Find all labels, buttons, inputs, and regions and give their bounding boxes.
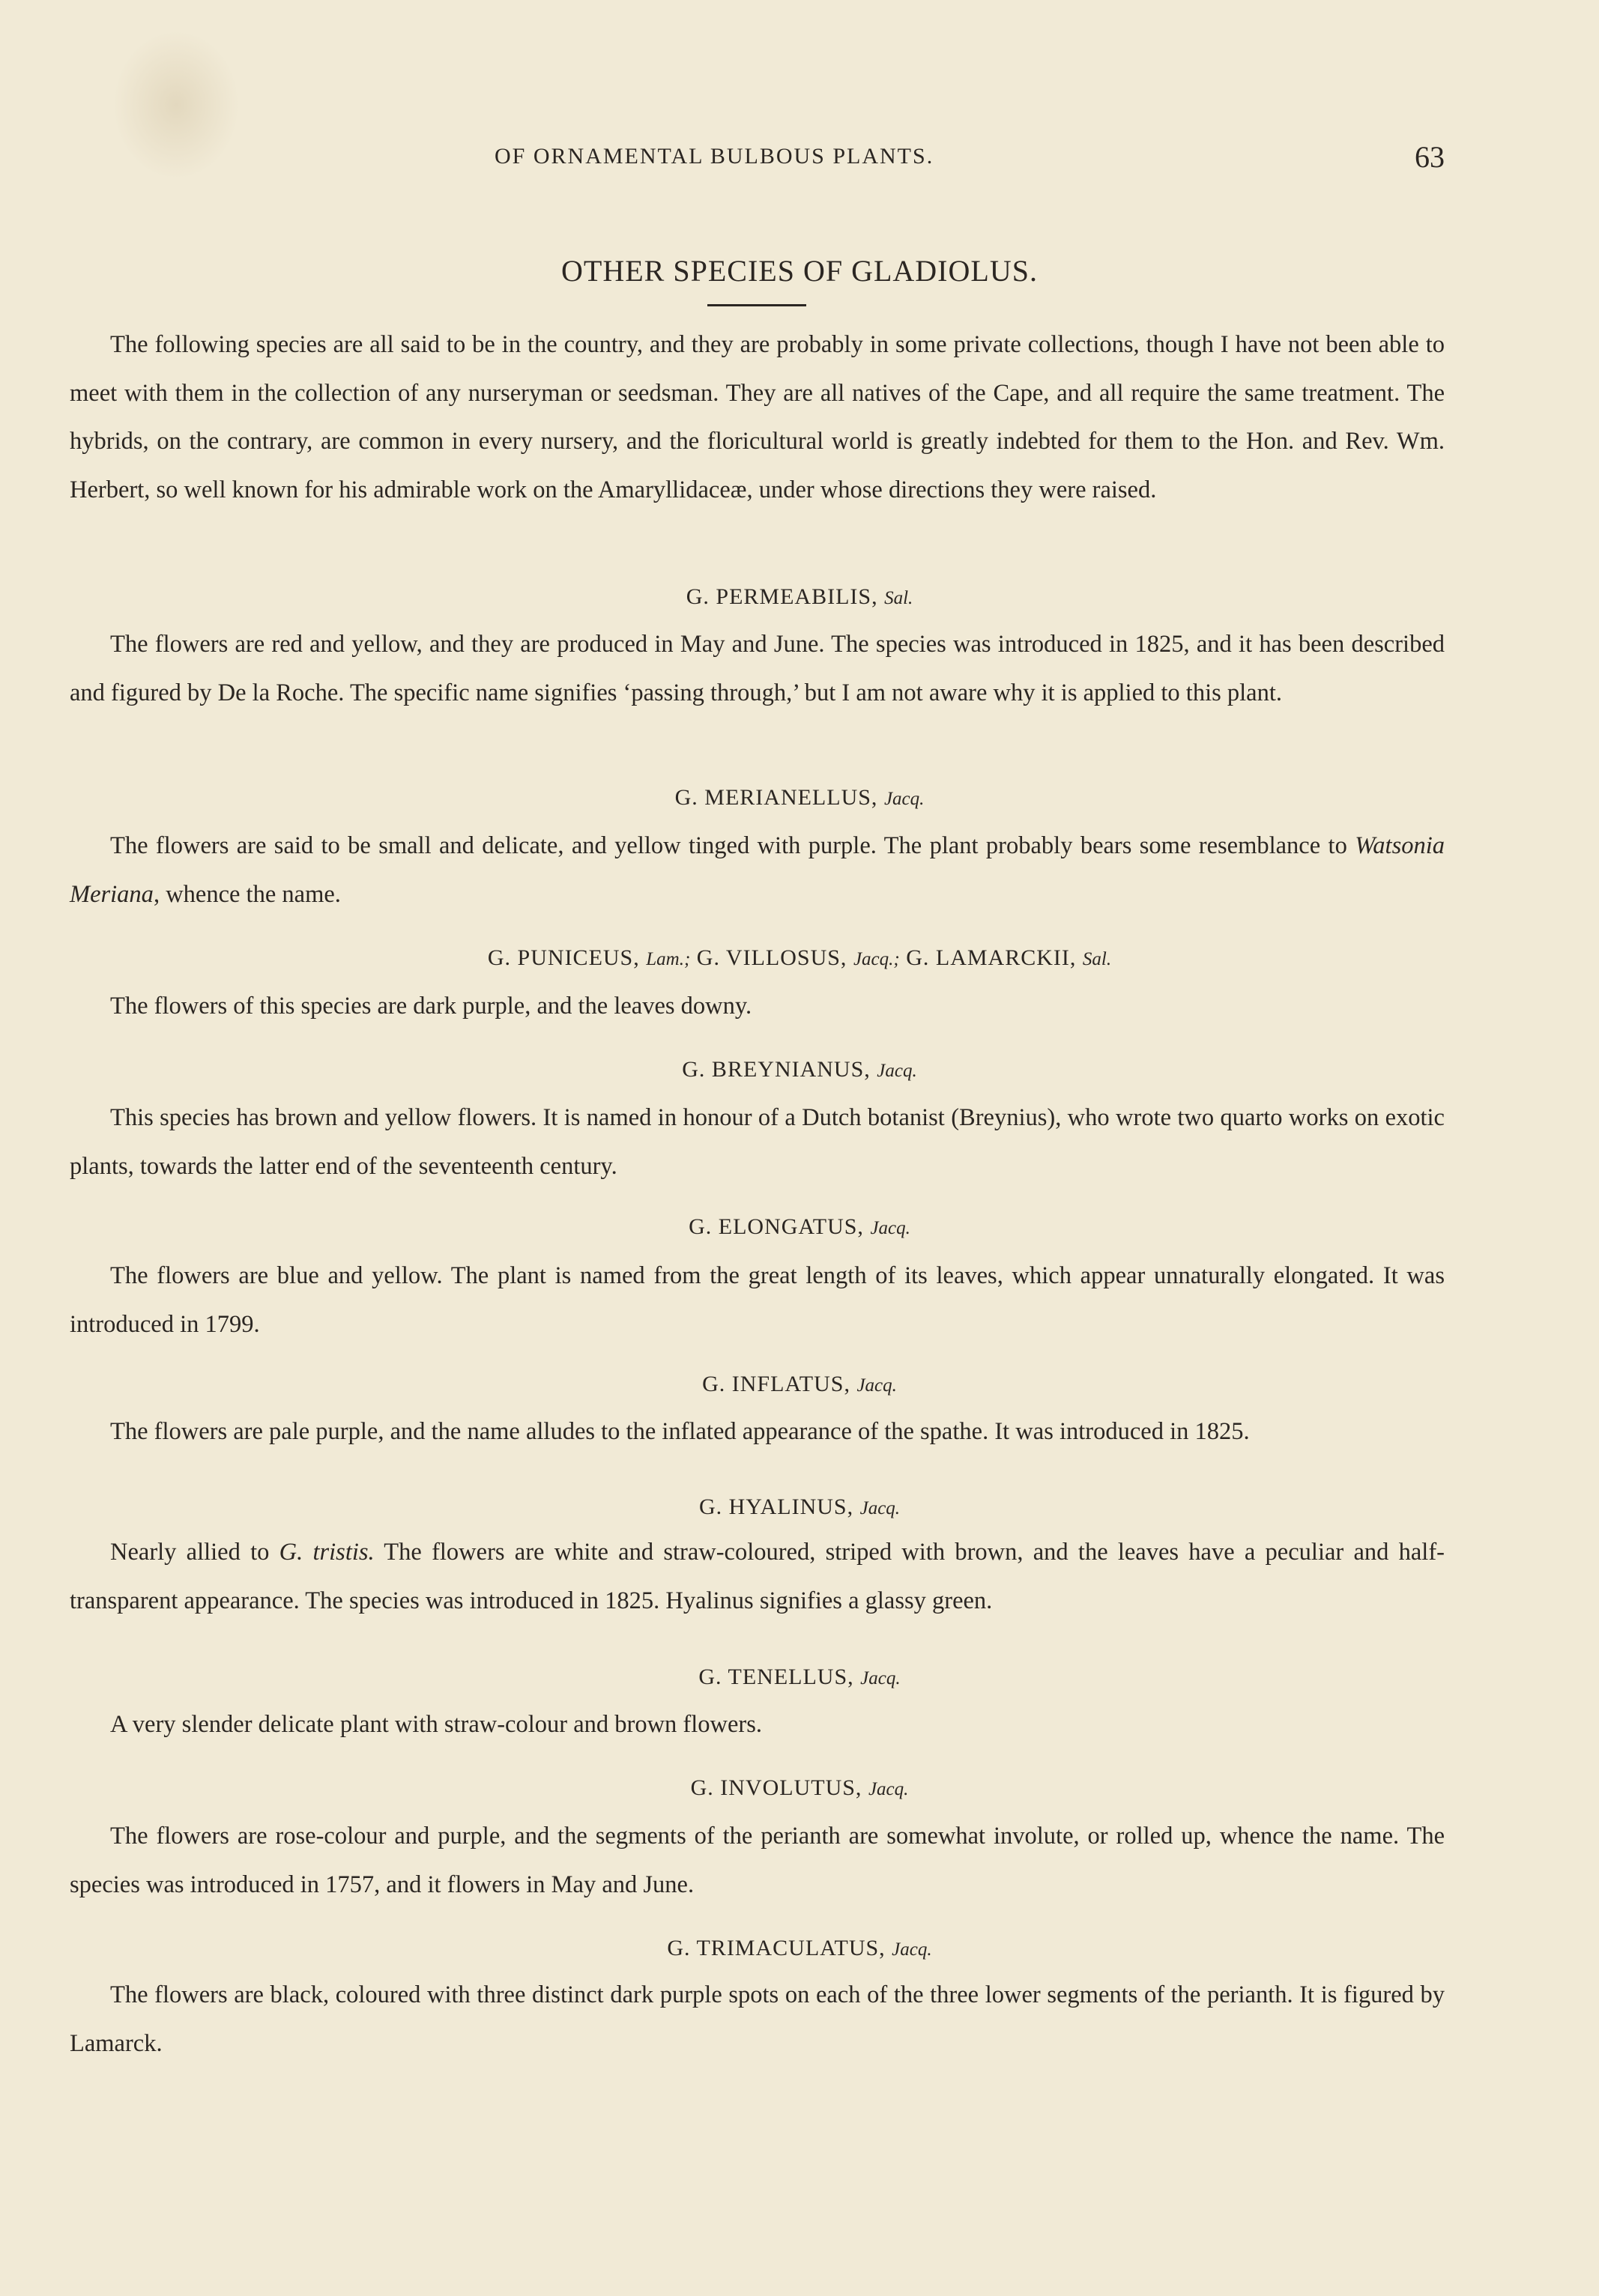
- title-rule: [707, 304, 806, 306]
- paper-stain: [112, 30, 240, 180]
- species-heading-merianellus: G. MERIANELLUS, Jacq.: [674, 785, 925, 810]
- running-head: OF ORNAMENTAL BULBOUS PLANTS.: [495, 144, 934, 169]
- species-text-involutus: The flowers are rose-colour and purple, and the segments of the perianth are somewhat involute, or rolled up, whence the name. The species was introduced in 1757, and it flowers in May and June.: [70, 1823, 1445, 1898]
- species-heading-inflatus: G. INFLATUS, Jacq.: [702, 1372, 897, 1396]
- species-text-merianellus: The flowers are said to be small and delicate, and yellow tinged with purple. The plant probably bears some resemblance to Watsonia Meriana, whence the name.: [70, 832, 1445, 908]
- species-heading-involutus: G. INVOLUTUS, Jacq.: [690, 1775, 909, 1800]
- species-text-trimaculatus: The flowers are black, coloured with three distinct dark purple spots on each of the three lower segments of the perianth. It is figured by Lamarck.: [70, 1981, 1445, 2057]
- species-text-tenellus: A very slender delicate plant with straw-colour and brown flowers.: [110, 1711, 763, 1738]
- intro-paragraph: [70, 321, 1445, 514]
- species-text-puniceus: The flowers of this species are dark purple, and the leaves downy.: [110, 993, 752, 1020]
- species-heading-puniceus: G. PUNICEUS, Lam.; G. VILLOSUS, Jacq.; G. LAMARCKII, Sal.: [487, 945, 1112, 970]
- intro-text: The following species are all said to be in the country, and they are probably in some private collections, though I have not been able to meet with them in the collection of any nurseryman or seedsman. They are all natives of the Cape, and all require the same treatment. The hybrids, on the contrary, are common in every nursery, and the floricultural world is greatly indebted for them to the Hon. and Rev. Wm. Herbert, so well known for his admirable work on the Amaryllidaceæ, under whose directions they were raised.: [70, 331, 1445, 503]
- page-number: 63: [1415, 140, 1445, 174]
- species-heading-permeabilis: G. PERMEABILIS, Sal.: [686, 584, 913, 609]
- species-text-permeabilis: The flowers are red and yellow, and they are produced in May and June. The species was introduced in 1825, and it has been described and figured by De la Roche. The specific name signifies ‘passing through,’ but I am not aware why it is applied to this plant.: [70, 631, 1445, 706]
- species-text-inflatus: The flowers are pale purple, and the name alludes to the inflated appearance of the spathe. It was introduced in 1825.: [110, 1418, 1250, 1445]
- species-text-elongatus: The flowers are blue and yellow. The plant is named from the great length of its leaves, which appear unnaturally elongated. It was introduced in 1799.: [70, 1262, 1445, 1338]
- species-heading-trimaculatus: G. TRIMACULATUS, Jacq.: [667, 1936, 932, 1960]
- species-text-breynianus: This species has brown and yellow flowers. It is named in honour of a Dutch botanist (Breynius), who wrote two quarto works on exotic plants, towards the latter end of the seventeenth century.: [70, 1104, 1445, 1180]
- species-heading-elongatus: G. ELONGATUS, Jacq.: [689, 1214, 910, 1239]
- species-heading-hyalinus: G. HYALINUS, Jacq.: [698, 1494, 901, 1519]
- species-heading-tenellus: G. TENELLUS, Jacq.: [698, 1665, 901, 1689]
- section-title: OTHER SPECIES OF GLADIOLUS.: [561, 254, 1038, 288]
- species-heading-breynianus: G. BREYNIANUS, Jacq.: [682, 1057, 917, 1082]
- species-text-hyalinus: Nearly allied to G. tristis. The flowers are white and straw-coloured, striped with brown, and the leaves have a peculiar and half-transparent appearance. The species was introduced in 1825. Hyalinus signifies a glassy green.: [70, 1539, 1445, 1614]
